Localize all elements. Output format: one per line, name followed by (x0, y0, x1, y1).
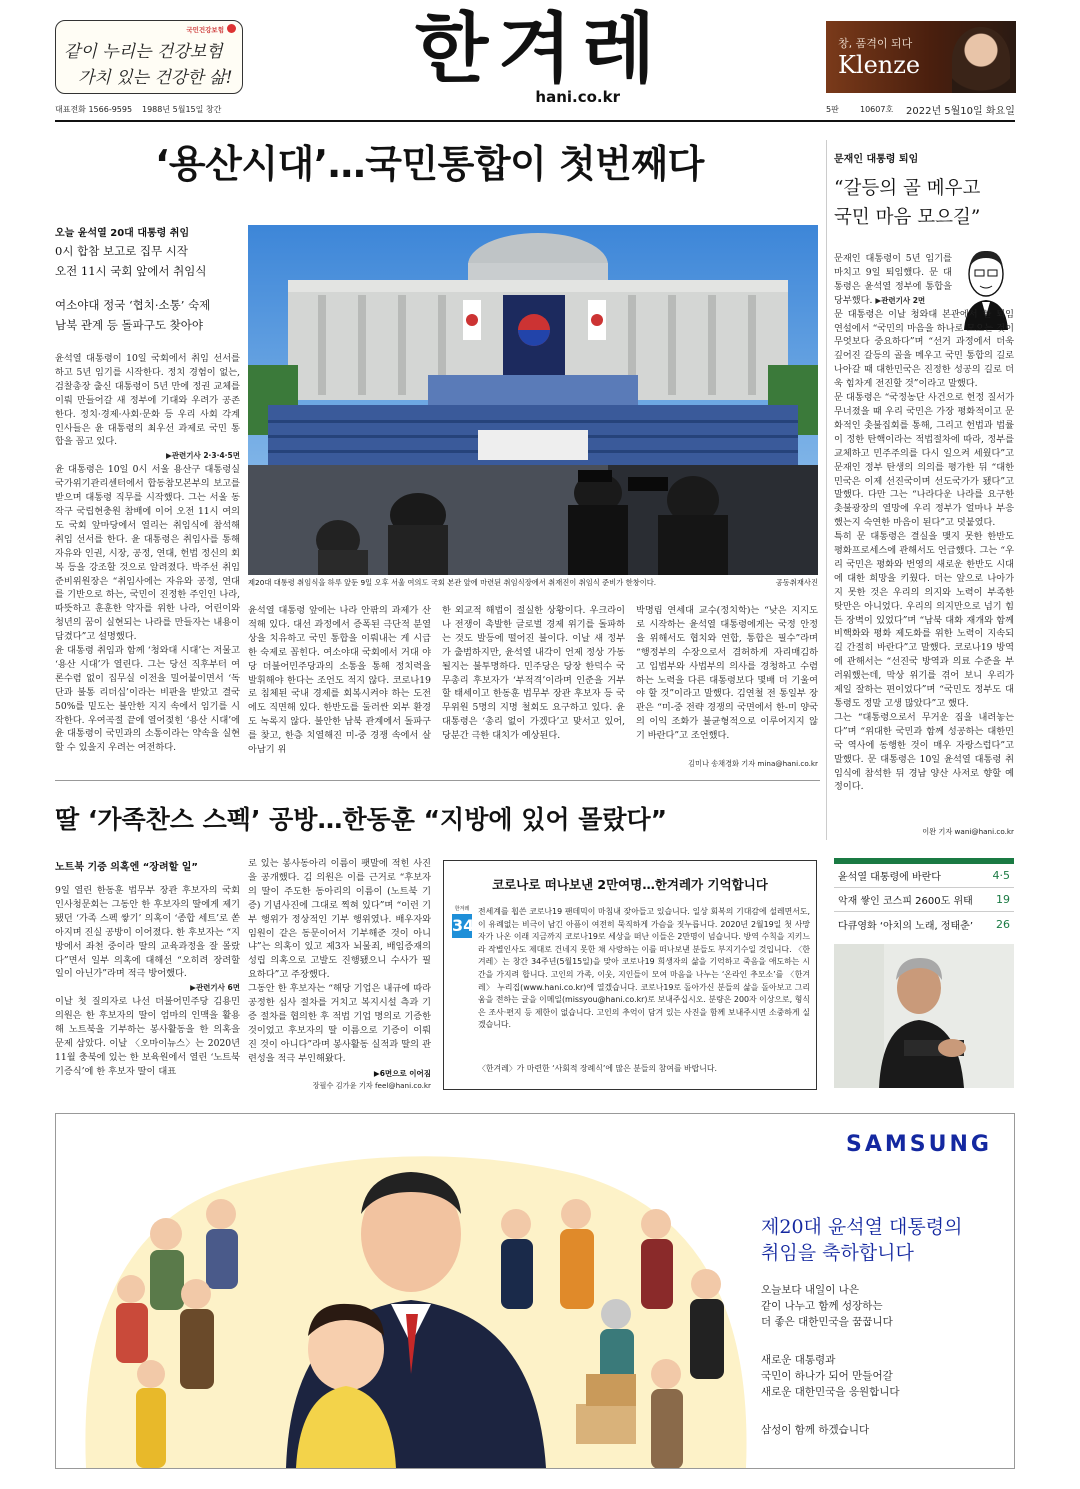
samsung-title-1: 제20대 윤석열 대통령의 (761, 1216, 963, 1238)
lead-column-1 (55, 352, 240, 772)
samsung-copy-2 (761, 1352, 900, 1400)
lead-col2-para: 윤석열 대통령 앞에는 나라 안팎의 과제가 산적해 있다. 대선 과정에서 증폭된 극단적 분열상을 치유하고 국민 통합을 이뤄내는 게 시급한 숙제로 꼽힌다. 여소야대 국회에서 거대 야당 더불어민주당과의 소통을 통해 정치력을 발휘해야 한다는 조언도 적지 않다. 코로나19로 침체된 국내 경제를 회복시켜야 하는 도전에도 직면해 있다. 한반도를 둘러싼 외부 환경도 녹록지 않다. 불안한 남북 관계에서 돌파구를 찾고, 한층 치열해진 미-중 경쟁 속에서 살아남기 위 (248, 605, 431, 756)
site-url[interactable]: hani.co.kr (535, 88, 620, 106)
index-label: 윤석열 대통령에 바란다 (838, 872, 941, 883)
han-continued-ref[interactable]: ▶6면으로 이어짐 (373, 1069, 431, 1078)
moon-para4: 그는 “대통령으로서 무거운 짐을 내려놓는다”며 “위대한 국민과 함께 성공하는 대한민국 역사에 동행한 것이 매우 자랑스럽다”고 말했다. 문 대통령은 10일 윤석열 대통령 취임식에 참석한 뒤 경남 양산 사저로 향할 예정이다. (834, 711, 1014, 793)
han-column-1 (55, 884, 240, 1089)
index-page: 4·5 (992, 869, 1010, 882)
phone-number: 대표전화 1566-9595 (55, 105, 133, 114)
edition: 5판 (826, 105, 839, 114)
moon-intro (834, 252, 952, 308)
samsung-ad[interactable] (55, 1113, 1015, 1469)
covid-body: 전세계를 휩쓴 코로나19 팬데믹이 마침내 잦아들고 있습니다. 일상 회복의 기대감에 설레면서도, 이 유례없는 비극이 남긴 아픔이 여전히 묵직하게 가슴을 짓누릅니다. 2020년 2월19일 첫 사망자가 나온 이래 지금까지 코로나19로 세상을 떠난 이들은 2만명이 넘습니다. 방역 수칙을 지키느라 작별인사도 제대로 건네지 못한 채 사랑하는 이를 떠나보낸 분들도 부지기수일 것입니다. 〈한겨레〉는 창간 34주년(5월15일)을 맞아 코로나19 희생자의 삶을 기억하고 죽음을 애도하는 시간을 가지려 합니다. 고인의 가족, 이웃, 지인들이 모여 마음을 나누는 ‘온라인 추모소’를 〈한겨레〉 누리집(www.hani.co.kr)에 열겠습니다. 코로나19로 돌아가신 분들의 삶을 돌아보고 그리움을 전하는 글을 이메일(missyou@hani.co.kr)로 보내주십시오. 분량은 200자 이상으로, 형식은 조사·편지 등 제한이 없습니다. 고인의 추억이 담겨 있는 사진을 함께 보내주시면 소중하게 실겠습니다. (478, 907, 810, 1030)
lead-col3-para: 한 외교적 해법이 절실한 상황이다. 우크라이나 전쟁이 촉발한 글로벌 경제 위기를 돌파하는 것도 발등에 떨어진 불이다. 이날 새 정부가 출범하지만, 윤석열 내각이 언제 정상 가동될지는 불투명하다. 민주당은 당장 한덕수 국무총리 후보자가 ‘부적격’이라며 인준을 거부할 태세이고 한동훈 법무부 장관 후보자 등 국무위원 5명의 지명 철회도 요구하고 있다. 윤 대통령은 ‘총리 없이 가겠다’고 맞서고 있어, 당분간 극한 대치가 예상된다. (442, 605, 625, 742)
index-page: 19 (996, 893, 1010, 906)
index-label: 악재 쌓인 코스피 2600도 위태 (838, 896, 973, 907)
moon-headline-2[interactable]: 국민 마음 모으길” (834, 207, 981, 228)
health-insurance-ad[interactable] (55, 20, 243, 94)
logo-text: 한겨레 (454, 906, 470, 912)
covid-memorial-box[interactable] (443, 860, 817, 1090)
moon-column (834, 252, 1014, 824)
samsung-copy-1-line2: 같이 나누고 함께 성장하는 (761, 1300, 883, 1312)
lead-column-3 (442, 604, 625, 770)
moon-para3: 특히 문 대통령은 결실을 맺지 못한 한반도 평화프로세스에 관해서도 언급했다. 그는 “우리 국민은 평화와 번영의 새로운 한반도 시대에 대한 희망을 키웠다. 더는 앞으로 나아가지 못한 것은 우리의 의지와 노력이 부족한 탓만은 아니었다. 우리의 의지만으로 넘기 힘든 장벽이 있었다”며 “남북 대화 재개와 함께 비핵화와 평화 제도화를 위한 노력이 지속되길 간절히 바란다”고 말했다. 코로나19 방역에 관해서는 “선진국 방역과 의료 수준을 부러워했는데, 막상 위기를 겪어 보니 우리가 제일 잘하는 편이었다”며 “국민도 정부도 대통령도 정말 고생 많았다”고 했다. (834, 531, 1014, 709)
model-portrait (952, 27, 1010, 93)
newspaper-title[interactable]: 한겨레 (414, 4, 666, 93)
ad-badge: 국민건강보험 (186, 26, 224, 34)
han-kicker: 노트북 기증 의혹엔 “장려할 일” (55, 862, 198, 873)
moon-para2: 문 대통령은 “국정농단 사건으로 헌정 질서가 무너졌을 때 우리 국민은 가장 평화적이고 문화적인 촛불집회를 통해, 그리고 헌법과 법률이 정한 탄핵이라는 적법절차에 따라, 정부를 교체하고 민주주의를 다시 일으켜 세웠다”고 문재인 정부 탄생의 의의를 평가한 뒤 “대한민국은 이제 선진국이며 선도국가가 됐다”고 말했다. 다만 그는 “나라다운 나라를 요구한 촛불광장의 열망에 우리 정부가 얼마나 부응했는지 숙연한 마음이 된다”고 덧붙였다. (834, 392, 1014, 529)
index-box (834, 858, 1014, 1088)
inauguration-photo[interactable] (248, 225, 818, 575)
anniversary-logo (452, 905, 475, 947)
samsung-signoff: 삼성이 함께 하겠습니다 (761, 1424, 870, 1436)
moon-byline: 이완 기자 wani@hani.co.kr (922, 827, 1014, 836)
index-page: 26 (996, 917, 1010, 931)
samsung-copy-2-line2: 국민이 하나가 되어 만들어갈 (761, 1370, 893, 1382)
covid-footer: 〈한겨레〉가 마련한 ‘사회적 장례식’에 많은 분들의 참여를 바랍니다. (478, 1064, 718, 1073)
photo-credit: 공동취재사진 (775, 578, 818, 587)
moon-headline-1[interactable]: “갈등의 골 메우고 (834, 178, 981, 199)
lead-kicker: 오늘 윤석열 20대 대통령 취임 (55, 228, 190, 239)
lead-related-ref[interactable]: ▶관련기사 2·3·4·5면 (165, 451, 240, 461)
lead-column-2 (248, 604, 431, 770)
han-col1-para2: 이날 첫 질의자로 나선 더불어민주당 김용민 의원은 한 후보자의 딸이 엄마의 인맥을 활용해 노트북을 기부하는 봉사활동을 한 의혹을 문제 삼았다. 이날 〈오마이뉴스〉는 2020년 11월 충북에 있는 한 보육원에서 열린 ‘노트북 기증식’에 한 후보자 딸이 대표 (55, 996, 240, 1077)
lead-col1-para3: 윤 대통령 취임과 함께 ‘청와대 시대’는 저물고 ‘용산 시대’가 열린다. 그는 당선 직후부터 여론수렴 없이 집무실 이전을 밀어붙이면서 ‘독단과 불통 리더십’이라는 비판을 받았고 결국 50%를 밑도는 불안한 지지 속에서 임기를 시작한다. 우여곡절 끝에 열어젖힌 ‘용산 시대’에 윤 대통령이 국민과의 소통이라는 약속을 실현할 수 있을지 우려는 여전하다. (55, 645, 240, 754)
lead-col4-para: 박명림 연세대 교수(정치학)는 “낮은 지지도로 시작하는 윤석열 대통령에게는 국정 안정을 위해서도 협치와 연합, 통합은 필수”라며 “행정부의 수장으로서 겸허하게 자리매김하고 입법부와 사법부의 의사를 경청하고 수렴하는 노력을 다른 대통령보다 몇배 더 기울여야 할 것”이라고 말했다. 김연철 전 통일부 장관은 “미-중 전략 경쟁의 국면에서 한-미 양국의 이익 조화가 불균형적으로 이루어지지 않기 바란다”고 조언했다. (636, 605, 818, 742)
founded-date: 1988년 5월15일 창간 (142, 105, 222, 114)
moon-kicker: 문재인 대통령 퇴임 (834, 154, 919, 165)
index-photo[interactable] (834, 944, 1014, 1088)
lead-subhead-4: 남북 관계 등 돌파구도 찾아야 (55, 318, 203, 332)
lead-subhead-2: 오전 11시 국회 앞에서 취임식 (55, 264, 207, 278)
photo-illustration (248, 225, 818, 575)
samsung-copy-1-line3: 더 좋은 대한민국을 꿈꿉니다 (761, 1316, 893, 1328)
han-headline[interactable]: 딸 ‘가족찬스 스펙’ 공방…한동훈 “지방에 있어 몰랐다” (55, 805, 668, 834)
moon-related-ref[interactable]: ▶관련기사 2면 (875, 295, 926, 305)
lead-column-4 (636, 604, 818, 754)
index-item-1[interactable] (834, 864, 1014, 888)
lead-subhead-1: 0시 합참 보고로 집무 시작 (55, 244, 189, 258)
samsung-copy-1-line1: 오늘보다 내일이 나은 (761, 1284, 859, 1296)
issue-date: 2022년 5월10일 화요일 (906, 106, 1015, 117)
moon-intro-text: 문재인 대통령이 5년 임기를 마치고 9일 퇴임했다. 문 대통령은 윤석열 정부에 통합을 당부했다. (834, 253, 952, 306)
han-byline: 장필수 김가윤 기자 feel@hani.co.kr (312, 1081, 431, 1090)
masthead (0, 0, 1080, 124)
logo-number: 34 (452, 914, 472, 938)
ad-slogan-line1: 같이 누리는 건강보험 (64, 42, 223, 62)
covid-title: 코로나로 떠나보낸 2만여명…한겨레가 기억합니다 (492, 877, 768, 892)
moon-para1: 문 대통령은 이날 청와대 본관에서 한 퇴임 연설에서 “국민의 마음을 하나로 모으는 것이 무엇보다 중요하다”며 “선거 과정에서 더욱 깊어진 갈등의 골을 메우고 국민 통합의 길로 나아갈 때 대한민국은 진정한 성공의 길로 더욱 힘차게 전진할 것”이라고 말했다. (834, 308, 1014, 390)
ad-slogan-line2: 가치 있는 건강한 삶! (78, 68, 233, 88)
masthead-rule (55, 120, 1015, 122)
lead-col1-para2: 윤 대통령은 10일 0시 서울 용산구 대통령실 국가위기관리센터에서 합동참모본부의 보고를 받으며 대통령 직무를 시작했다. 그는 서울 동작구 국립현충원 참배에 이어 오전 11시 여의도 국회 앞마당에서 열리는 취임식에 참석해 취임 선서를 한다. 윤 대통령은 취임사를 통해 자유와 인권, 시장, 공정, 연대, 헌법 정신의 회복 등을 강조할 것으로 알려졌다. 박주선 취임준비위원장은 “취임사에는 자유와 공정, 연대를 기반으로 하는, 국민이 진정한 주인인 나라, 따뜻하고 훈훈한 약자를 위한 나라, 어린이와 청년의 꿈이 실현되는 나라를 만들자는 내용이 담겼다”고 설명했다. (55, 464, 240, 643)
samsung-copy-2-line3: 새로운 대한민국을 응원합니다 (761, 1386, 900, 1398)
samsung-title-2: 취임을 축하합니다 (761, 1242, 914, 1264)
han-related-ref[interactable]: ▶관련기사 6면 (190, 983, 240, 993)
han-column-2 (248, 857, 431, 1069)
section-rule (55, 780, 820, 781)
musician-photo-illustration (834, 944, 1014, 1088)
han-col1-para1: 9일 열린 한동훈 법무부 장관 후보자의 국회 인사청문회는 그동안 한 후보자의 딸에게 제기됐던 ‘가족 스펙 쌓기’ 의혹이 ‘종합 세트’로 쏟아지며 진실 공방이 이어졌다. 한 후보자는 “지방에서 좌천 중이라 딸의 교육과정을 잘 몰랐다”면서 일부 의혹에 대해선 “오히려 장려할 일이 아닌가”라며 적극 방어했다. (55, 885, 240, 980)
han-col2-para1: 로 있는 봉사동아리 이름이 팻말에 적힌 사진을 공개했다. 김 의원은 이를 근거로 “후보자의 딸이 주도한 동아리의 이름이 (노트북 기증) 기념사진에 그대로 찍혀 있다”며 “이런 기부 행위가 정상적인 기부 행위였나. 배우자와 임원이 같은 동문이어서 기부해준 것이 아니냐”는 의혹이 있고 제3자 뇌물죄, 배임증재의 성립 의혹으로 고발도 진행됐으니 수사가 필요하다”고 주장했다. (248, 858, 431, 981)
klenze-brand: Klenze (838, 51, 921, 79)
lead-headline[interactable]: ‘용산시대’…국민통합이 첫번째다 (155, 142, 704, 186)
lead-subhead-3: 여소야대 정국 ‘협치·소통’ 숙제 (55, 298, 211, 312)
klenze-slogan: 창, 품격이 되다 (838, 37, 913, 50)
samsung-copy-1 (761, 1282, 893, 1330)
samsung-copy-2-line1: 새로운 대통령과 (761, 1354, 836, 1366)
issue-number: 10607호 (860, 105, 894, 114)
index-label: 다큐영화 ‘아치의 노래, 정태춘’ (838, 920, 973, 932)
ad-illustration (56, 1114, 756, 1468)
samsung-logo[interactable]: SAMSUNG (846, 1132, 992, 1157)
index-item-2[interactable] (834, 888, 1014, 912)
lead-byline: 김미나 송채경화 기자 mina@hani.co.kr (688, 759, 818, 768)
han-col2-para2: 그동안 한 후보자는 “해당 기업은 내규에 따라 공정한 심사 절차를 거치고 복지시설 측과 기증 절차를 협의한 후 적법 기업 명의로 기증한 것이었고 후보자의 딸 이름으로 기증이 이뤄진 것이 아니다”라며 봉사활동 실적과 딸의 관련성을 적극 부인해왔다. (248, 983, 431, 1064)
lead-col1-para1: 윤석열 대통령이 10일 국회에서 취임 선서를 하고 5년 임기를 시작한다. 정치 경험이 없는, 검찰총장 출신 대통령이 5년 만에 정권 교체를 이뤄 만들어갈 새 정부에 기대와 우려가 공존한다. 정치·경제·사회·문화 등 우리 사회 각계 인사들은 윤 대통령의 최우선 과제로 국민 통합을 꼽고 있다. (55, 353, 240, 448)
photo-caption: 제20대 대통령 취임식을 하루 앞둔 9일 오후 서울 여의도 국회 본관 앞에 마련된 취임식장에서 취재진이 취임식 준비가 한창이다. (248, 578, 657, 587)
heart-icon (227, 24, 236, 33)
klenze-ad[interactable] (826, 21, 1016, 93)
index-item-3[interactable] (834, 912, 1014, 936)
sidebar-divider (826, 140, 827, 840)
